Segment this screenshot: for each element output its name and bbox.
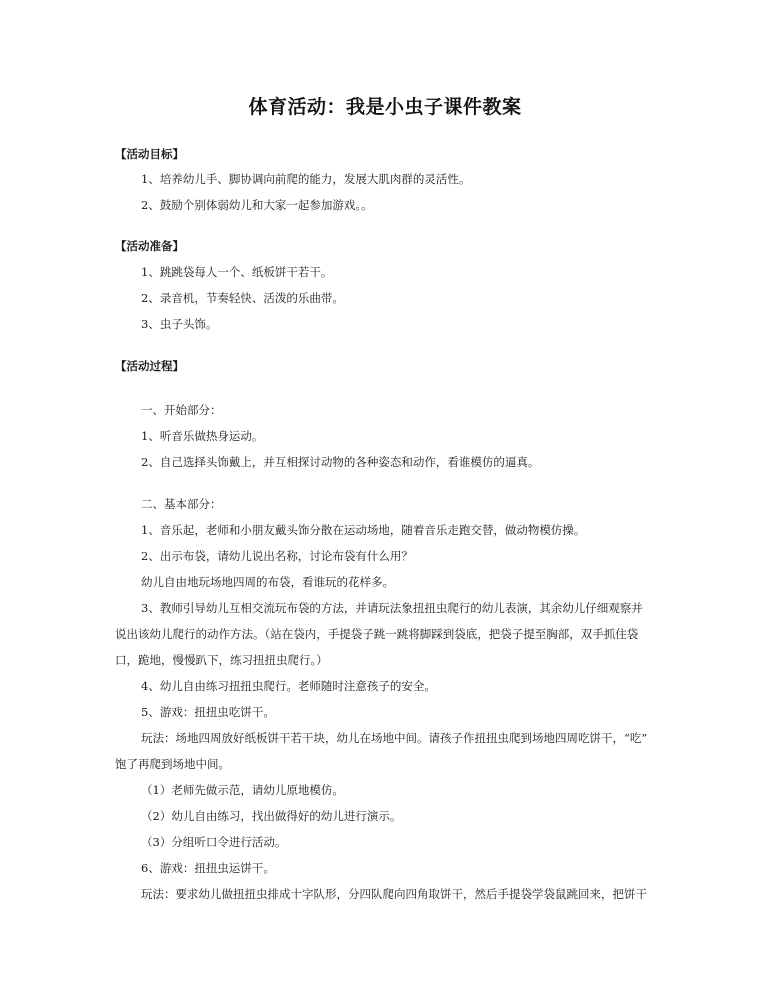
part2-item: 玩法：场地四周放好纸板饼干若干块，幼儿在场地中间。请孩子作扭扭虫爬到场地四周吃饼干，“吃” — [141, 731, 648, 745]
part1-heading: 一、开始部分： — [141, 403, 222, 417]
part2-item: 口，跪地，慢慢趴下，练习扭扭虫爬行。） — [115, 653, 328, 667]
prep-item: 1、跳跳袋每人一个、纸板饼干若干。 — [141, 265, 333, 279]
part2-item: 1、音乐起，老师和小朋友戴头饰分散在运动场地，随着音乐走跑交替，做动物模仿操。 — [141, 523, 586, 537]
part2-item: 玩法：要求幼儿做扭扭虫排成十字队形，分四队爬向四角取饼干，然后手提袋学袋鼠跳回来，把饼干 — [141, 887, 647, 901]
page-title: 体育活动：我是小虫子课件教案 — [248, 96, 522, 118]
goal-item: 1、培养幼儿手、脚协调向前爬的能力，发展大肌肉群的灵活性。 — [141, 172, 471, 186]
process-heading: 【活动过程】 — [115, 359, 184, 373]
prep-item: 2、录音机，节奏轻快、活泼的乐曲带。 — [141, 291, 344, 305]
part2-item: 2、出示布袋，请幼儿说出名称，讨论布袋有什么用？ — [141, 549, 413, 563]
part2-item: 3、教师引导幼儿互相交流玩布袋的方法，并请玩法象扭扭虫爬行的幼儿表演，其余幼儿仔细观察并 — [141, 601, 643, 615]
part2-item: （3）分组听口令进行活动。 — [141, 835, 287, 849]
goals-heading: 【活动目标】 — [115, 147, 184, 161]
part2-item: 说出该幼儿爬行的动作方法。（站在袋内，手提袋子跳一跳将脚踩到袋底，把袋子提至胸部，双手抓住袋 — [115, 627, 639, 641]
part2-item: 饱了再爬到场地中间。 — [115, 757, 230, 771]
part2-item: 5、游戏：扭扭虫吃饼干。 — [141, 705, 275, 719]
part2-item: （2）幼儿自由练习，找出做得好的幼儿进行演示。 — [141, 809, 402, 823]
part1-item: 2、自己选择头饰戴上，并互相探讨动物的各种姿态和动作，看谁模仿的逼真。 — [141, 455, 540, 469]
part2-item: 6、游戏：扭扭虫运饼干。 — [141, 861, 275, 875]
part2-heading: 二、基本部分： — [141, 497, 222, 511]
goal-item: 2、鼓励个别体弱幼儿和大家一起参加游戏。。 — [141, 198, 373, 212]
prep-item: 3、虫子头饰。 — [141, 317, 218, 331]
prep-heading: 【活动准备】 — [115, 239, 184, 253]
part2-item: 4、幼儿自由练习扭扭虫爬行。老师随时注意孩子的安全。 — [141, 679, 436, 693]
part2-item: （1）老师先做示范，请幼儿原地模仿。 — [141, 783, 344, 797]
part1-item: 1、听音乐做热身运动。 — [141, 429, 264, 443]
part2-item: 幼儿自由地玩场地四周的布袋，看谁玩的花样多。 — [141, 575, 394, 589]
